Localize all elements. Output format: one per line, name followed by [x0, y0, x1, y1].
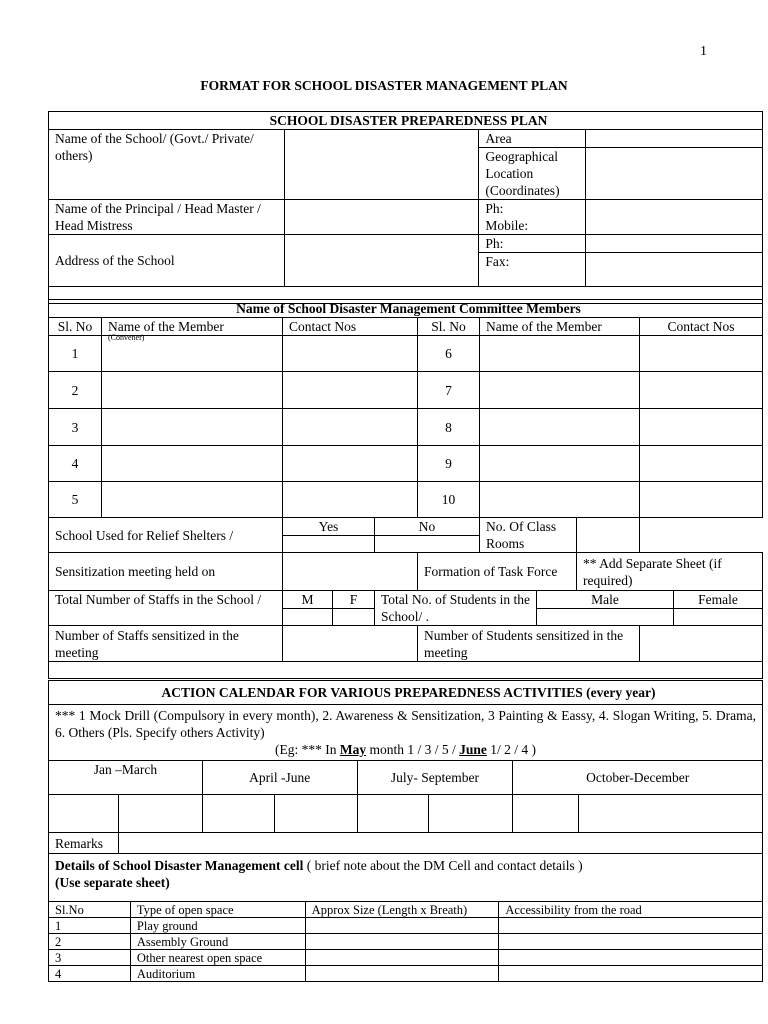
size-field[interactable] [305, 966, 499, 982]
member-slno: 7 [418, 372, 480, 409]
staff-sensitized-field[interactable] [283, 626, 418, 662]
total-students-label: Total No. of Students in the School/ . [375, 591, 537, 626]
spacer-row [49, 662, 763, 679]
member-name-field[interactable] [102, 446, 283, 482]
example-mid: month 1 / 3 / 5 / [369, 742, 456, 757]
member-contact-field[interactable] [283, 446, 418, 482]
dm-cell-sheet-note: (Use separate sheet) [55, 875, 170, 890]
size-field[interactable] [305, 934, 499, 950]
member-contact-field[interactable] [283, 372, 418, 409]
row-slno: 4 [49, 966, 131, 982]
staff-sensitized-label: Number of Staffs sensitized in the meeting [49, 626, 283, 662]
female-students-label: Female [674, 591, 763, 609]
male-students-field[interactable] [537, 609, 674, 626]
member-contact-field[interactable] [640, 336, 763, 372]
member-name-field[interactable] [102, 333, 283, 372]
calendar-field[interactable] [513, 795, 579, 833]
example-prefix: (Eg: *** In [274, 742, 337, 757]
col-size: Approx Size (Length x Breath) [305, 902, 499, 918]
member-slno: 8 [418, 409, 480, 446]
member-contact-field[interactable] [283, 482, 418, 518]
geo-location-label: Geographical Location (Coordinates) [479, 148, 586, 200]
area-label: Area [479, 130, 586, 148]
area-field[interactable] [586, 130, 763, 148]
member-name-field[interactable] [102, 482, 283, 518]
member-slno: 1 [49, 336, 102, 372]
calendar-title: ACTION CALENDAR FOR VARIOUS PREPAREDNESS ACTIVITIES (every year) [49, 681, 763, 705]
member-slno: 4 [49, 446, 102, 482]
female-students-field[interactable] [674, 609, 763, 626]
member-name-field[interactable] [480, 336, 640, 372]
size-field[interactable] [305, 950, 499, 966]
no-label: No [375, 518, 480, 536]
committee-title: Name of School Disaster Management Committee Members [49, 300, 763, 318]
committee-table [48, 299, 763, 679]
activity-note: *** 1 Mock Drill (Compulsory in every month), 2. Awareness & Sensitization, 3 Painting & Eassy, 4. Slogan Writing, 5. Drama, 6. Others (Pls. Specify others Activity) [55, 708, 756, 740]
class-rooms-field[interactable] [577, 518, 640, 553]
member-contact-field[interactable] [640, 446, 763, 482]
member-name-field[interactable] [480, 482, 640, 518]
col-slno: Sl.No [49, 902, 131, 918]
row-type: Other nearest open space [130, 950, 305, 966]
member-name-field[interactable] [102, 409, 283, 446]
col-access: Accessibility from the road [499, 902, 763, 918]
page-number: 1 [700, 44, 707, 59]
member-slno: 10 [418, 482, 480, 518]
col-member-right: Name of the Member [480, 318, 640, 336]
col-slno-left: Sl. No [49, 318, 102, 336]
male-students-label: Male [537, 591, 674, 609]
principal-label: Name of the Principal / Head Master / Head Mistress [49, 200, 285, 235]
col-slno-right: Sl. No [418, 318, 480, 336]
member-name-field[interactable] [480, 409, 640, 446]
member-slno: 2 [49, 372, 102, 409]
quarter-october-december: October-December [513, 761, 763, 795]
member-name-field[interactable] [480, 446, 640, 482]
document-title: FORMAT FOR SCHOOL DISASTER MANAGEMENT PLAN [200, 78, 568, 93]
member-contact-field[interactable] [283, 336, 418, 372]
calendar-field[interactable] [202, 795, 274, 833]
remarks-field[interactable] [118, 833, 762, 854]
school-name-field[interactable] [284, 130, 479, 200]
calendar-field[interactable] [118, 795, 202, 833]
sensitization-label: Sensitization meeting held on [49, 553, 283, 591]
example-may: May [339, 742, 367, 757]
address-ph-field[interactable] [586, 235, 763, 253]
principal-mobile-label: Mobile: [485, 218, 529, 233]
member-contact-field[interactable] [640, 372, 763, 409]
quarter-april-june: April -June [202, 761, 357, 795]
access-field[interactable] [499, 966, 763, 982]
member-slno: 6 [418, 336, 480, 372]
address-ph-label: Ph: [479, 235, 586, 253]
principal-ph-label: Ph: [485, 201, 504, 216]
access-field[interactable] [499, 918, 763, 934]
fax-field[interactable] [586, 253, 763, 287]
calendar-field[interactable] [274, 795, 357, 833]
add-sheet-note: ** Add Separate Sheet (if required) [577, 553, 763, 591]
male-staff-label: M [283, 591, 333, 609]
dm-cell-title: Details of School Disaster Management cell [55, 858, 304, 873]
col-contact-left: Contact Nos [283, 318, 418, 336]
member-contact-field[interactable] [283, 409, 418, 446]
relief-shelter-label: School Used for Relief Shelters / [49, 518, 283, 553]
preparedness-plan-table [48, 111, 763, 304]
member-slno: 9 [418, 446, 480, 482]
class-rooms-label: No. Of Class Rooms [480, 518, 577, 553]
example-june: June [459, 742, 487, 757]
school-name-label: Name of the School/ (Govt./ Private/ others) [49, 130, 285, 200]
col-member-left: Name of the Member [102, 318, 283, 336]
dm-cell-note: ( brief note about the DM Cell and contact details ) [306, 858, 583, 873]
row-slno: 3 [49, 950, 131, 966]
calendar-field[interactable] [579, 795, 763, 833]
principal-field[interactable] [284, 200, 479, 235]
geo-location-field[interactable] [586, 148, 763, 200]
total-staffs-label: Total Number of Staffs in the School / [49, 591, 283, 626]
size-field[interactable] [305, 918, 499, 934]
remarks-label: Remarks [49, 833, 119, 854]
female-staff-label: F [333, 591, 375, 609]
example-line [55, 741, 756, 758]
female-staff-field[interactable] [333, 609, 375, 626]
col-type: Type of open space [130, 902, 305, 918]
task-force-label: Formation of Task Force [418, 553, 577, 591]
example-end: 1/ 2 / 4 ) [490, 742, 537, 757]
address-label: Address of the School [49, 235, 285, 287]
access-field[interactable] [499, 950, 763, 966]
row-type: Auditorium [130, 966, 305, 982]
row-slno: 1 [49, 918, 131, 934]
quarter-jan-march: Jan –March [49, 761, 203, 795]
calendar-field[interactable] [429, 795, 513, 833]
principal-contact-field[interactable] [586, 200, 763, 235]
male-staff-field[interactable] [283, 609, 333, 626]
sensitization-field[interactable] [283, 553, 418, 591]
address-field[interactable] [284, 235, 479, 287]
row-slno: 2 [49, 934, 131, 950]
yes-label: Yes [283, 518, 375, 536]
access-field[interactable] [499, 934, 763, 950]
member-slno: 3 [49, 409, 102, 446]
calendar-field[interactable] [357, 795, 429, 833]
plan-title: SCHOOL DISASTER PREPAREDNESS PLAN [49, 112, 763, 130]
no-field[interactable] [375, 536, 480, 553]
member-contact-field[interactable] [640, 482, 763, 518]
yes-field[interactable] [283, 536, 375, 553]
row-type: Play ground [130, 918, 305, 934]
member-slno: 5 [49, 482, 102, 518]
fax-label: Fax: [479, 253, 586, 287]
open-space-table [48, 901, 763, 982]
col-contact-right: Contact Nos [640, 318, 763, 336]
member-contact-field[interactable] [640, 409, 763, 446]
quarter-july-september: July- September [357, 761, 513, 795]
member-name-field[interactable] [102, 372, 283, 409]
action-calendar-table [48, 680, 763, 902]
students-sensitized-label: Number of Students sensitized in the meeting [418, 626, 640, 662]
calendar-field[interactable] [49, 795, 119, 833]
member-name-field[interactable] [480, 372, 640, 409]
convener-label: (Convener) [108, 333, 145, 342]
row-type: Assembly Ground [130, 934, 305, 950]
students-sensitized-field[interactable] [640, 626, 763, 662]
